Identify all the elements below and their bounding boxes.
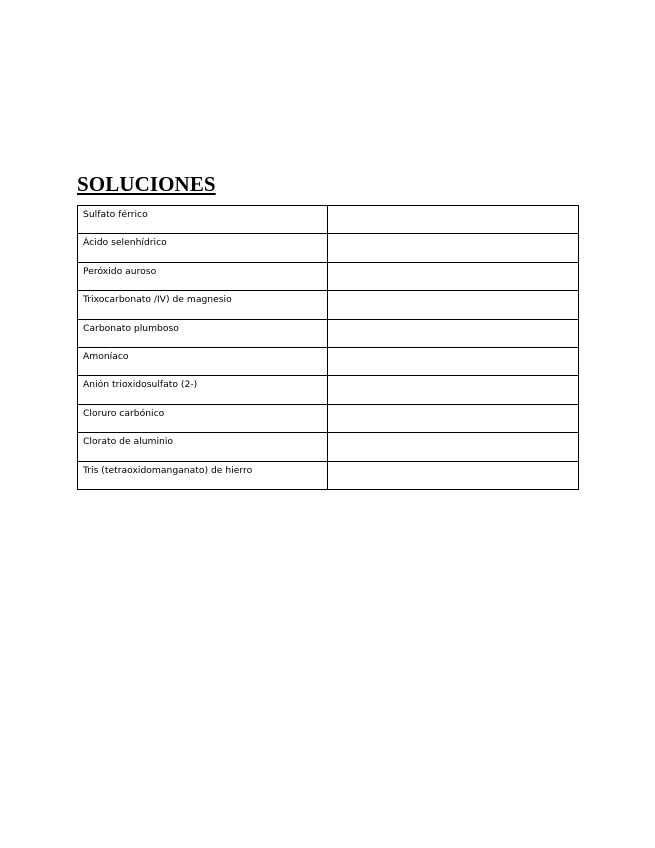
solutions-table	[77, 205, 579, 490]
answer-cell	[328, 376, 579, 404]
answer-cell	[328, 291, 579, 319]
answer-cell	[328, 461, 579, 489]
compound-name-cell: Amoníaco	[78, 347, 328, 375]
compound-name-cell: Carbonato plumboso	[78, 319, 328, 347]
answer-cell	[328, 234, 579, 262]
table-row	[78, 291, 579, 319]
table-row	[78, 206, 579, 234]
table-row	[78, 262, 579, 290]
table-row	[78, 234, 579, 262]
compound-name-cell: Tris (tetraoxidomanganato) de hierro	[78, 461, 328, 489]
compound-name-cell: Cloruro carbónico	[78, 404, 328, 432]
compound-name-cell: Clorato de aluminio	[78, 433, 328, 461]
answer-cell	[328, 433, 579, 461]
compound-name-cell: Trixocarbonato /IV) de magnesio	[78, 291, 328, 319]
table-row	[78, 376, 579, 404]
table-row	[78, 433, 579, 461]
table-row	[78, 404, 579, 432]
answer-cell	[328, 319, 579, 347]
page-title: SOLUCIONES	[77, 172, 216, 196]
compound-name-cell: Ácido selenhídrico	[78, 234, 328, 262]
table-row	[78, 347, 579, 375]
answer-cell	[328, 206, 579, 234]
answer-cell	[328, 404, 579, 432]
table-row	[78, 319, 579, 347]
compound-name-cell: Sulfato férrico	[78, 206, 328, 234]
compound-name-cell: Peróxido auroso	[78, 262, 328, 290]
table-row	[78, 461, 579, 489]
answer-cell	[328, 262, 579, 290]
compound-name-cell: Anión trioxidosulfato (2-)	[78, 376, 328, 404]
answer-cell	[328, 347, 579, 375]
